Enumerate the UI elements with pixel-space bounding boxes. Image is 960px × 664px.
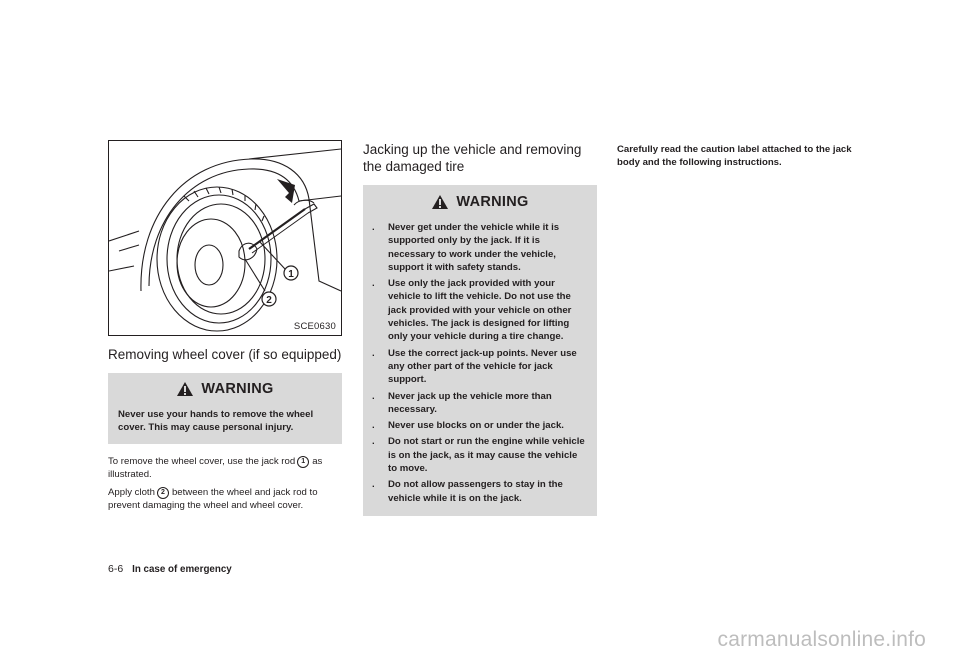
bullet-text: Use only the jack provided with your vehicle to lift the vehicle. Do not use the jack provided with your vehicle on other vehicles. The jack is designed for lifting only your vehicle during a tire change.: [388, 278, 572, 343]
warning-title: [372, 194, 588, 210]
list-item: [372, 478, 588, 505]
warning-triangle-icon: [176, 381, 194, 397]
bullet-text: Never use blocks on or under the jack.: [388, 420, 564, 432]
warning-box-wheel-cover: [108, 373, 342, 444]
page-number: 6-6: [108, 563, 124, 575]
bullet-marker: .: [372, 347, 375, 359]
list-item: [372, 419, 588, 432]
list-item: [372, 277, 588, 343]
section-heading-wheel-cover: Removing wheel cover (if so equipped): [108, 347, 342, 362]
warning-box-jacking: [363, 185, 597, 516]
bullet-marker: .: [372, 278, 375, 290]
bullet-text: Never jack up the vehicle more than necessary.: [388, 390, 552, 415]
right-column: [617, 143, 852, 170]
paragraph-apply-cloth-text: Apply cloth: [108, 487, 155, 499]
middle-column: [363, 141, 597, 516]
reference-1-badge: 1: [297, 456, 309, 468]
callout-1: 1: [288, 269, 294, 280]
paragraph-apply-cloth-tail: between the wheel and jack rod to prevent damaging the wheel and wheel cover.: [108, 487, 318, 512]
list-item: [372, 347, 588, 387]
section-heading-jacking-up: Jacking up the vehicle and removing the damaged tire: [363, 142, 582, 174]
caution-label-instruction: Carefully read the caution label attached to the jack body and the following instructions.: [617, 144, 852, 169]
bullet-marker: .: [372, 420, 375, 432]
bullet-text: Use the correct jack-up points. Never use any other part of the vehicle for jack support.: [388, 347, 577, 386]
paragraph-jack-rod-text: To remove the wheel cover, use the jack rod: [108, 455, 296, 467]
paragraph-jack-rod-tail: as illustrated.: [108, 455, 323, 480]
bullet-marker: .: [372, 390, 375, 402]
bullet-marker: .: [372, 479, 375, 491]
paragraph-jack-rod: [108, 455, 342, 482]
bullet-text: Do not start or run the engine while vehicle is on the jack, as it may cause the vehicle to move.: [388, 436, 585, 475]
warning-bullet-list: [372, 221, 588, 505]
list-item: [372, 390, 588, 417]
warning-triangle-icon: [431, 194, 449, 210]
list-item: [372, 435, 588, 475]
list-item: [372, 221, 588, 274]
section-name: In case of emergency: [132, 564, 232, 575]
bullet-text: Do not allow passengers to stay in the vehicle while it is on the jack.: [388, 479, 563, 504]
watermark: carmanualsonline.info: [717, 628, 926, 651]
callout-2: 2: [266, 295, 272, 306]
warning-title: [118, 381, 332, 397]
figure-code: SCE0630: [293, 321, 336, 332]
page-footer: [108, 563, 232, 575]
left-column: [108, 346, 342, 513]
warning-text-wheel-cover: Never use your hands to remove the wheel cover. This may cause personal injury.: [118, 409, 314, 434]
wheel-cover-illustration: [108, 140, 342, 336]
bullet-marker: .: [372, 222, 375, 233]
wheel-jack-rod-drawing: [109, 141, 341, 335]
reference-2-badge: 2: [157, 487, 169, 499]
paragraph-apply-cloth: [108, 486, 342, 513]
bullet-text: Never get under the vehicle while it is supported only by the jack. If it is necessary to work under the vehicle, support it with safety stands.: [388, 222, 560, 273]
bullet-marker: .: [372, 436, 375, 448]
warning-title-text: WARNING: [456, 194, 529, 210]
warning-title-text: WARNING: [201, 381, 274, 397]
